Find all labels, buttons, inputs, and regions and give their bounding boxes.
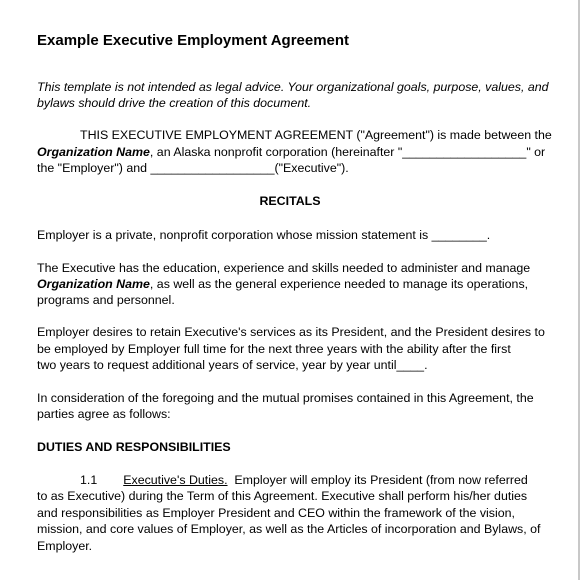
disclaimer-line-2: bylaws should drive the creation of this document. [37,96,312,110]
recital-3-line-1: Employer desires to retain Executive's services as its President, and the President desires to [37,325,545,339]
recital-3-line-2: be employed by Employer full time for the next three years with the ability after the first [37,342,511,356]
recitals-heading: RECITALS [259,194,321,208]
intro-line-3: the "Employer") and __________________("Executive"). [37,161,349,175]
duties-heading: DUTIES AND RESPONSIBILITIES [37,440,231,454]
section-1-1-line-1 [80,472,528,488]
section-number: 1.1 [80,473,98,487]
recital-1: Employer is a private, nonprofit corporation whose mission statement is ________. [37,228,491,242]
organization-name: Organization Name [37,277,150,291]
intro-line-1: THIS EXECUTIVE EMPLOYMENT AGREEMENT ("Agreement") is made between the [80,128,552,142]
recital-2-line-2-rest: , as well as the general experience needed to manage its operations, [149,277,529,291]
document-title: Example Executive Employment Agreement [37,32,350,49]
recital-2-line-1: The Executive has the education, experience and skills needed to administer and manage [37,261,531,275]
disclaimer-line-1: This template is not intended as legal advice. Your organizational goals, purpose, values, and [37,80,549,94]
organization-name: Organization Name [37,145,150,159]
recital-2-line-2 [37,276,528,292]
section-1-1-line-1-rest: Employer will employ its President (from now referred [234,473,528,487]
consideration-line-1: In consideration of the foregoing and the mutual promises contained in this Agreement, the [37,391,534,405]
section-1-1-line-5: Employer. [37,539,93,553]
section-1-1-line-4: mission, and core values of Employer, as well as the Articles of incorporation and Bylaws, of [37,522,541,536]
intro-line-2 [37,144,545,160]
section-1-1-line-3: and responsibilities as Employer President and CEO within the framework of the vision, [37,506,515,520]
recital-3-line-3: two years to request additional years of service, year by year until____. [37,358,428,372]
section-heading: Executive's Duties. [123,473,228,487]
consideration-line-2: parties agree as follows: [37,407,171,421]
section-1-1-line-2: to as Executive) during the Term of this Agreement. Executive shall perform his/her duties [37,489,528,503]
intro-line-2-rest: , an Alaska nonprofit corporation (hereinafter "__________________" or [149,145,546,159]
recital-2-line-3: programs and personnel. [37,293,175,307]
